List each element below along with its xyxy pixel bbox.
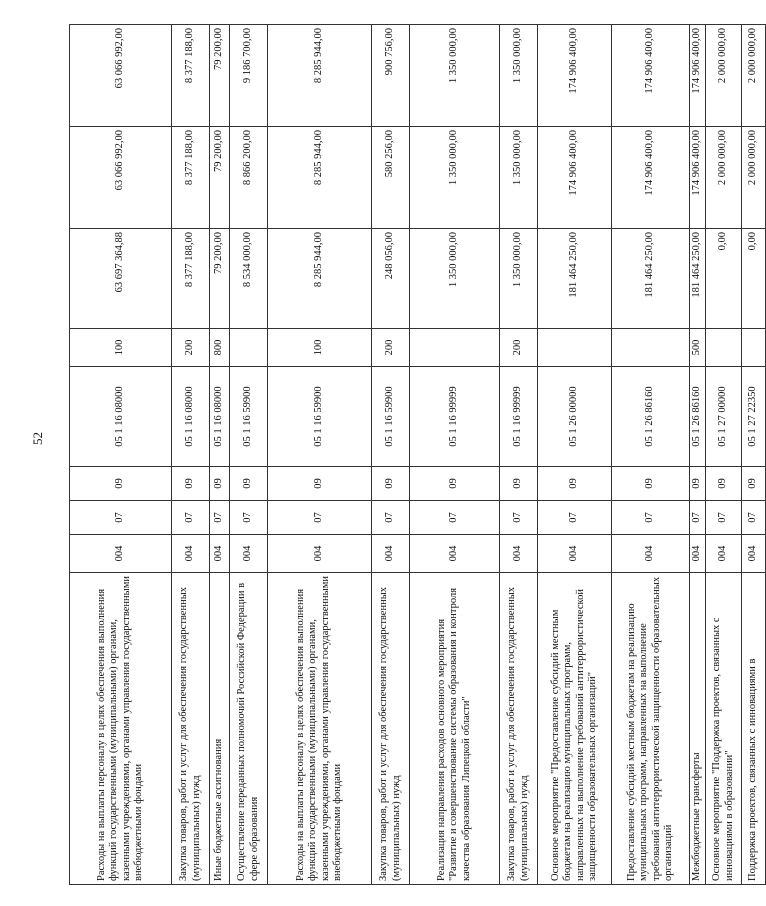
code-ved: 004 xyxy=(372,535,410,573)
row-name: Осуществление переданных полномочий Российской Федерации в сфере образования xyxy=(230,573,268,885)
amount-year-1: 79 200,00 xyxy=(210,229,230,329)
amount-year-1: 0,00 xyxy=(742,229,766,329)
expense-type: 100 xyxy=(70,329,172,367)
code-section: 07 xyxy=(268,501,372,535)
amount-year-1: 0,00 xyxy=(706,229,742,329)
amount-year-2: 63 066 992,00 xyxy=(70,127,172,229)
target-article: 05 1 26 86160 xyxy=(612,367,690,467)
target-article: 05 1 16 99999 xyxy=(410,367,500,467)
code-section: 07 xyxy=(500,501,538,535)
target-article: 05 1 16 08000 xyxy=(172,367,210,467)
amount-year-2: 8 866 200,00 xyxy=(230,127,268,229)
code-ved: 004 xyxy=(612,535,690,573)
amount-year-2: 174 906 400,00 xyxy=(538,127,612,229)
code-section: 07 xyxy=(210,501,230,535)
code-subsection: 09 xyxy=(230,467,268,501)
amount-year-3: 1 350 000,00 xyxy=(410,25,500,127)
target-article: 05 1 16 08000 xyxy=(210,367,230,467)
amount-year-1: 1 350 000,00 xyxy=(410,229,500,329)
target-article: 05 1 26 00000 xyxy=(538,367,612,467)
amount-year-3: 9 186 700,00 xyxy=(230,25,268,127)
row-name: Закупка товаров, работ и услуг для обеспечения государственных (муниципальных) нужд xyxy=(372,573,410,885)
amount-year-1: 181 464 250,00 xyxy=(612,229,690,329)
table-row xyxy=(612,25,690,885)
expense-type: 200 xyxy=(500,329,538,367)
code-subsection: 09 xyxy=(742,467,766,501)
page-number: 52 xyxy=(30,432,45,445)
code-subsection: 09 xyxy=(690,467,706,501)
code-ved: 004 xyxy=(742,535,766,573)
amount-year-3: 174 906 400,00 xyxy=(538,25,612,127)
code-subsection: 09 xyxy=(500,467,538,501)
table-row xyxy=(538,25,612,885)
target-article: 05 1 16 59900 xyxy=(372,367,410,467)
rotated-table-wrapper xyxy=(69,25,759,885)
expense-type xyxy=(742,329,766,367)
table-row xyxy=(706,25,742,885)
target-article: 05 1 26 86160 xyxy=(690,367,706,467)
code-section: 07 xyxy=(538,501,612,535)
code-subsection: 09 xyxy=(70,467,172,501)
amount-year-3: 174 906 400,00 xyxy=(612,25,690,127)
code-section: 07 xyxy=(172,501,210,535)
row-name: Поддержка проектов, связанных с инновациями в xyxy=(742,573,766,885)
row-name: Иные бюджетные ассигнования xyxy=(210,573,230,885)
expense-type: 200 xyxy=(172,329,210,367)
amount-year-1: 181 464 250,00 xyxy=(538,229,612,329)
code-subsection: 09 xyxy=(372,467,410,501)
amount-year-3: 8 285 944,00 xyxy=(268,25,372,127)
table-row xyxy=(268,25,372,885)
expense-type xyxy=(706,329,742,367)
row-name: Основное мероприятие "Предоставление субсидий местным бюджетам на реализацию муниципальных программ, направленных на выполнение требований антитеррористической защищенности образовательных организаций" xyxy=(538,573,612,885)
table-row xyxy=(410,25,500,885)
expense-type xyxy=(410,329,500,367)
expense-type xyxy=(230,329,268,367)
target-article: 05 1 16 59900 xyxy=(268,367,372,467)
amount-year-1: 8 534 000,00 xyxy=(230,229,268,329)
code-ved: 004 xyxy=(70,535,172,573)
code-section: 07 xyxy=(230,501,268,535)
code-ved: 004 xyxy=(706,535,742,573)
table-row xyxy=(690,25,706,885)
amount-year-2: 1 350 000,00 xyxy=(500,127,538,229)
table-row xyxy=(210,25,230,885)
code-section: 07 xyxy=(410,501,500,535)
code-section: 07 xyxy=(690,501,706,535)
code-ved: 004 xyxy=(538,535,612,573)
target-article: 05 1 16 08000 xyxy=(70,367,172,467)
expense-type: 800 xyxy=(210,329,230,367)
code-section: 07 xyxy=(612,501,690,535)
amount-year-2: 8 285 944,00 xyxy=(268,127,372,229)
code-subsection: 09 xyxy=(706,467,742,501)
amount-year-3: 63 066 992,00 xyxy=(70,25,172,127)
code-ved: 004 xyxy=(268,535,372,573)
code-subsection: 09 xyxy=(172,467,210,501)
amount-year-1: 8 285 944,00 xyxy=(268,229,372,329)
row-name: Межбюджетные трансферты xyxy=(690,573,706,885)
amount-year-3: 8 377 188,00 xyxy=(172,25,210,127)
expense-type xyxy=(612,329,690,367)
amount-year-1: 248 056,00 xyxy=(372,229,410,329)
expense-type: 500 xyxy=(690,329,706,367)
code-section: 07 xyxy=(372,501,410,535)
table-row xyxy=(230,25,268,885)
amount-year-1: 181 464 250,00 xyxy=(690,229,706,329)
amount-year-3: 174 906 400,00 xyxy=(690,25,706,127)
code-ved: 004 xyxy=(230,535,268,573)
amount-year-2: 8 377 188,00 xyxy=(172,127,210,229)
code-section: 07 xyxy=(742,501,766,535)
code-subsection: 09 xyxy=(538,467,612,501)
expense-type xyxy=(538,329,612,367)
code-section: 07 xyxy=(70,501,172,535)
amount-year-2: 174 906 400,00 xyxy=(690,127,706,229)
code-section: 07 xyxy=(706,501,742,535)
amount-year-2: 1 350 000,00 xyxy=(410,127,500,229)
table-row xyxy=(742,25,766,885)
code-ved: 004 xyxy=(210,535,230,573)
amount-year-3: 900 756,00 xyxy=(372,25,410,127)
expense-type: 100 xyxy=(268,329,372,367)
amount-year-2: 174 906 400,00 xyxy=(612,127,690,229)
target-article: 05 1 27 00000 xyxy=(706,367,742,467)
amount-year-3: 2 000 000,00 xyxy=(742,25,766,127)
target-article: 05 1 16 99999 xyxy=(500,367,538,467)
table-row xyxy=(500,25,538,885)
amount-year-2: 79 200,00 xyxy=(210,127,230,229)
row-name: Закупка товаров, работ и услуг для обеспечения государственных (муниципальных) нужд xyxy=(172,573,210,885)
expense-type: 200 xyxy=(372,329,410,367)
amount-year-2: 2 000 000,00 xyxy=(742,127,766,229)
amount-year-2: 580 256,00 xyxy=(372,127,410,229)
target-article: 05 1 16 59900 xyxy=(230,367,268,467)
amount-year-3: 2 000 000,00 xyxy=(706,25,742,127)
table-row xyxy=(372,25,410,885)
amount-year-1: 1 350 000,00 xyxy=(500,229,538,329)
target-article: 05 1 27 22350 xyxy=(742,367,766,467)
row-name: Реализация направления расходов основного мероприятия "Развитие и совершенствование системы образования и контроля качества образования Липецкой области" xyxy=(410,573,500,885)
table-row xyxy=(172,25,210,885)
code-subsection: 09 xyxy=(210,467,230,501)
amount-year-3: 79 200,00 xyxy=(210,25,230,127)
table-row xyxy=(70,25,172,885)
code-ved: 004 xyxy=(500,535,538,573)
row-name: Основное мероприятие "Поддержка проектов, связанных с инновациями в образовании" xyxy=(706,573,742,885)
row-name: Расходы на выплаты персоналу в целях обеспечения выполнения функций государственными (муниципальными) органами, казенными учреждениями, органами управления государственными внебюджетными фондами xyxy=(268,573,372,885)
code-subsection: 09 xyxy=(612,467,690,501)
code-ved: 004 xyxy=(410,535,500,573)
amount-year-1: 8 377 188,00 xyxy=(172,229,210,329)
code-ved: 004 xyxy=(172,535,210,573)
code-subsection: 09 xyxy=(268,467,372,501)
budget-table xyxy=(69,24,766,885)
row-name: Закупка товаров, работ и услуг для обеспечения государственных (муниципальных) нужд xyxy=(500,573,538,885)
row-name: Расходы на выплаты персоналу в целях обеспечения выполнения функций государственными (муниципальными) органами, казенными учреждениями, органами управления государственными внебюджетными фондами xyxy=(70,573,172,885)
amount-year-3: 1 350 000,00 xyxy=(500,25,538,127)
code-ved: 004 xyxy=(690,535,706,573)
code-subsection: 09 xyxy=(410,467,500,501)
amount-year-1: 63 697 364,88 xyxy=(70,229,172,329)
amount-year-2: 2 000 000,00 xyxy=(706,127,742,229)
row-name: Предоставление субсидий местным бюджетам на реализацию муниципальных программ, направленных на выполнение требований антитеррористической защищенности образовательных организаций xyxy=(612,573,690,885)
